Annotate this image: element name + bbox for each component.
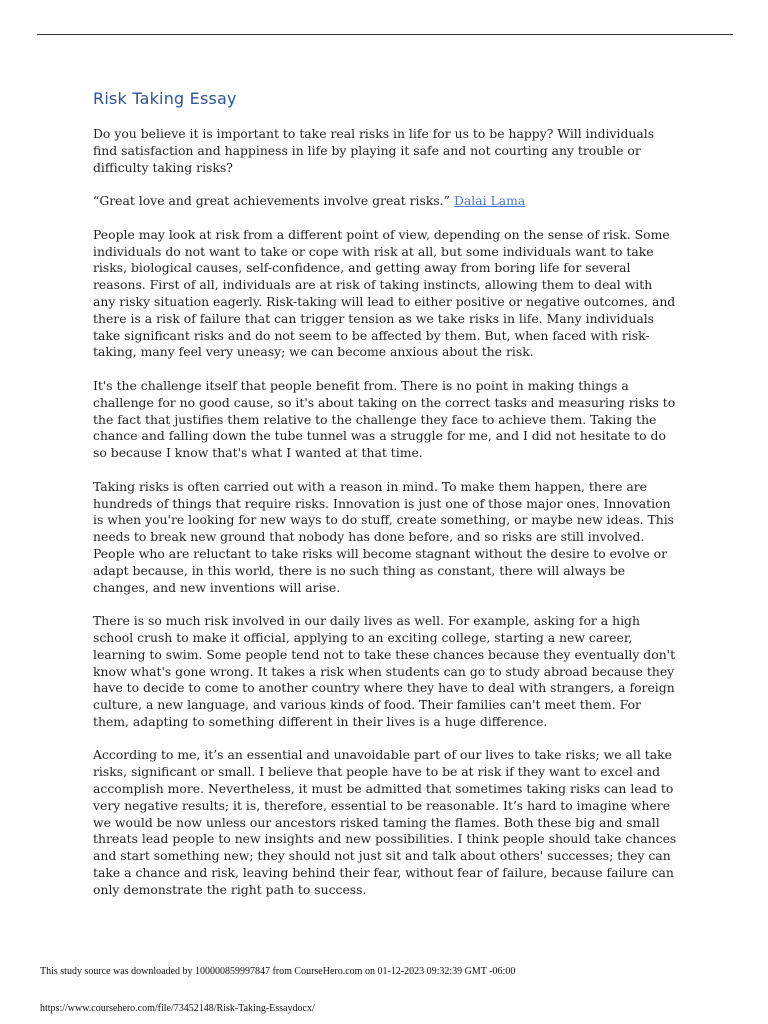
document-title: Risk Taking Essay (93, 89, 237, 108)
body-paragraph-4: There is so much risk involved in our daily lives as well. For example, asking for a high school crush to make it official, applying to an exciting college, starting a new career, learning to swim. Some people tend not to take these chances because they eventually don't know what's gone wrong. It takes a risk when students can go to study abroad because they have to decide to come to another country where they have to deal with strangers, a foreign culture, a new language, and various kinds of food. Their families can't meet them. For them, adapting to something different in their lives is a huge difference. (93, 613, 676, 729)
quote-text: “Great love and great achievements involve great risks.” (93, 193, 451, 209)
download-source-note: This study source was downloaded by 100000859997847 from CourseHero.com on 01-12-2023 09:32:39 GMT -06:00 (40, 966, 516, 977)
body-paragraph-3: Taking risks is often carried out with a reason in mind. To make them happen, there are hundreds of things that require risks. Innovation is just one of those major ones. Innovation is when you're looking for new ways to do stuff, create something, or maybe new ideas. This needs to break new ground that nobody has done before, and so risks are still involved. People who are reluctant to take risks will become stagnant without the desire to evolve or adapt because, in this world, there is no such thing as constant, there will always be changes, and new inventions will arise. (93, 478, 675, 595)
body-paragraph-5: According to me, it’s an essential and unavoidable part of our lives to take risks; we all take risks, significant or small. I believe that people have to be at risk if they want to excel and accomplish more. Nevertheless, it must be admitted that sometimes taking risks can lead to very negative results; it is, therefore, essential to be reasonable. It’s hard to imagine where we would be now unless our ancestors risked taming the flames. Both these big and small threats lead people to new insights and new possibilities. I think people should take chances and start something new; they should not just sit and talk about others' successes; they can take a chance and risk, leaving behind their fear, without fear of failure, because failure can only demonstrate the right path to success. (93, 747, 677, 897)
quote-paragraph (93, 193, 678, 210)
quote-author-link[interactable]: Dalai Lama (453, 193, 526, 209)
body-paragraph-1: People may look at risk from a different point of view, depending on the sense of risk. Some individuals do not want to take or cope with risk at all, but some individuals want to take risks, biological causes, self-confidence, and getting away from boring life for several reasons. First of all, individuals are at risk of taking instincts, allowing them to deal with any risky situation eagerly. Risk-taking will lead to either positive or negative outcomes, and there is a risk of failure that can trigger tension as we take risks in life. Many individuals take significant risks and do not seem to be affected by them. But, when faced with risk-taking, many feel very uneasy; we can become anxious about the risk. (93, 226, 676, 360)
page-url: https://www.coursehero.com/file/73452148/Risk-Taking-Essaydocx/ (40, 1003, 315, 1014)
intro-paragraph: Do you believe it is important to take real risks in life for us to be happy? Will individuals find satisfaction and happiness in life by playing it safe and not courting any trouble or difficulty taking risks? (93, 126, 655, 175)
body-paragraph-2: It's the challenge itself that people benefit from. There is no point in making things a challenge for no good cause, so it's about taking on the correct tasks and measuring risks to the fact that justifies them relative to the challenge they face to achieve them. Taking the chance and falling down the tube tunnel was a struggle for me, and I did not hesitate to do so because I know that's what I wanted at that time. (93, 377, 676, 461)
essay-body (93, 126, 678, 915)
header-divider (37, 34, 733, 35)
